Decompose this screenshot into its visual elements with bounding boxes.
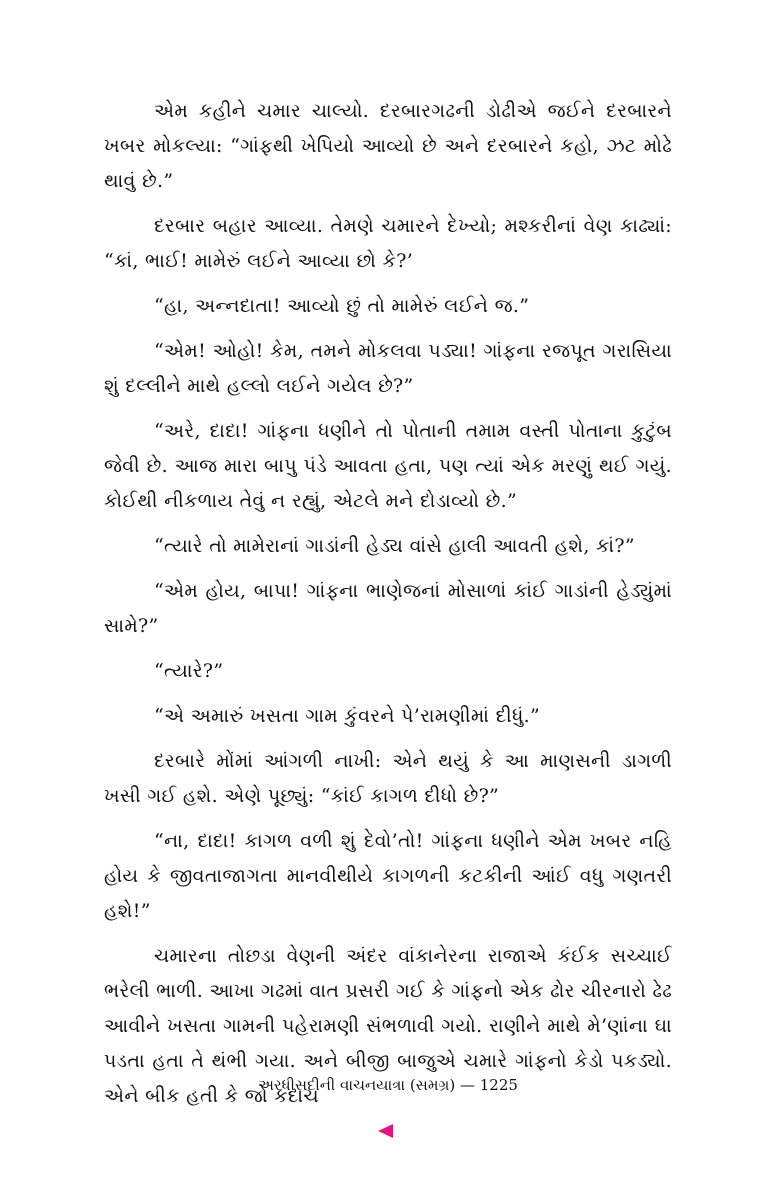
page-body: [104, 94, 672, 1124]
paragraph-4: “એમ! ઓહો! કેમ, તમને મોકલવા પડ્યા! ગાંફના રજપૂત ગરાસિયા શું દલ્લીને માથે હલ્લો લઈને ગયેલ છે?”: [104, 340, 672, 397]
page-footer: અરધીસદીની વાચનયાત્રા (સમગ્ર) — 1225: [258, 1076, 518, 1094]
paragraph-7: “એમ હોય, બાપા! ગાંફના ભાણેજનાં મોસાળાં કાંઈ ગાડાંની હેડ્યુંમાં સામે?”: [104, 580, 672, 637]
paragraph-12: ચમારના તોછડા વેણની અંદર વાંકાનેરના રાજાએ કંઈક સચ્ચાઈ ભરેલી ભાળી. આખા ગઢમાં વાત પ્રસરી ગઈ કે ગાંફનો એક ઢોર ચીરનારો ઢેઢ આવીને ખસતા ગામની પહેરામણી સંભળાવી ગયો. રાણીને માથે મે’ણાંના ઘા પડતા હતા તે થંભી ગયા. અને બીજી બાજુએ ચમારે ગાંફનો કેડો પકડ્યો. એને બીક હતી કે જો કદાચ: [104, 945, 672, 1107]
paragraph-11: “ના, દાદા! કાગળ વળી શું દેવો’તો! ગાંફના ધણીને એમ ખબર નહિ હોય કે જીવતાજાગતા માનવીથીયે કાગળની કટકીની આંઈ વધુ ગણતરી હશે!”: [104, 830, 672, 922]
paragraph-10: દરબારે મોંમાં આંગળી નાખી: એને થયું કે આ માણસની ડાગળી ખસી ગઈ હશે. એણે પૂછ્યું: “કાંઈ કાગળ દીધો છે?”: [104, 750, 672, 807]
paragraph-8: “ત્યારે?”: [154, 660, 224, 682]
paragraph-2: દરબાર બહાર આવ્યા. તેમણે ચમારને દેખ્યો; મશ્કરીનાં વેણ કાઢ્યાં: “કાં, ભાઈ! મામેરું લઈને આવ્યા છો કે?’: [104, 215, 672, 272]
previous-page-arrow-icon[interactable]: [378, 1124, 393, 1138]
paragraph-6: “ત્યારે તો મામેરાનાં ગાડાંની હેડ્ય વાંસે હાલી આવતી હશે, કાં?”: [154, 535, 635, 557]
paragraph-3: “હા, અન્નદાતા! આવ્યો છું તો મામેરું લઈને જ.”: [154, 295, 530, 317]
paragraph-9: “એ અમારું ખસતા ગામ કુંવરને પે’રામણીમાં દીધું.”: [154, 705, 541, 727]
paragraph-5: “અરે, દાદા! ગાંફના ધણીને તો પોતાની તમામ વસ્તી પોતાના કુટુંબ જેવી છે. આજ મારા બાપુ પંડે આવતા હતા, પણ ત્યાં એક મરણું થઈ ગયું. કોઈથી નીકળાય તેવું ન રહ્યું, એટલે મને દોડાવ્યો છે.”: [104, 420, 672, 512]
paragraph-1: એમ કહીને ચમાર ચાલ્યો. દરબારગઢની ડોઢીએ જઈને દરબારને ખબર મોકલ્યા: “ગાંફથી ખેપિયો આવ્યો છે અને દરબારને કહો, ઝટ મોઢે થાવું છે.”: [104, 100, 672, 192]
